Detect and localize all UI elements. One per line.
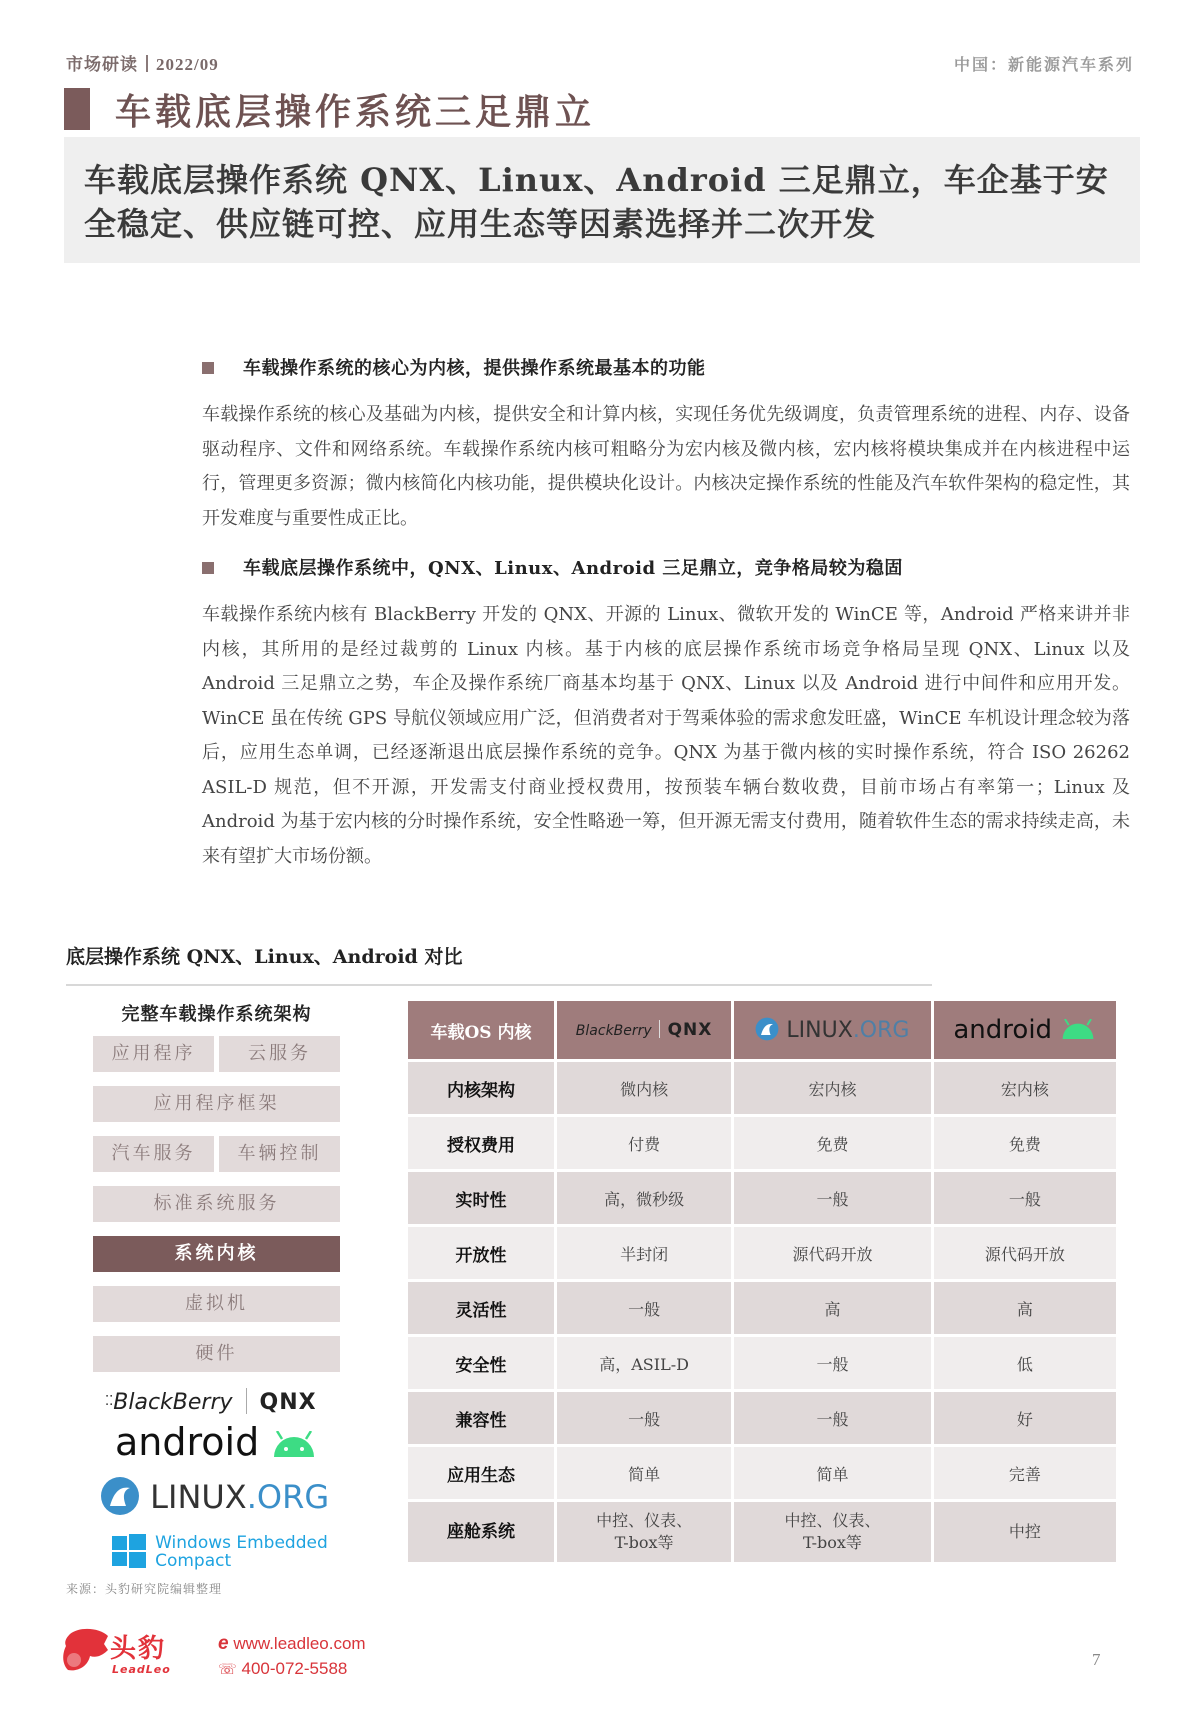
header-kernel-label: 车载OS 内核 xyxy=(408,1001,554,1059)
table-row: 兼容性 一般 一般 好 xyxy=(408,1392,1116,1444)
linux-org-logo: LINUX.ORG xyxy=(100,1476,329,1516)
footer-phone: ☏ 400-072-5588 xyxy=(218,1659,348,1678)
footer-brand-cn: 头豹 xyxy=(110,1634,167,1664)
android-logo: android xyxy=(115,1420,317,1464)
android-robot-icon xyxy=(1060,1019,1096,1039)
arch-layer-kernel: 系统内核 xyxy=(93,1236,340,1272)
arch-layer-framework: 应用程序框架 xyxy=(93,1086,340,1122)
blackberry-dots-icon: ⁚⁚ xyxy=(105,1394,114,1409)
android-logo: android xyxy=(953,1015,1096,1045)
arch-layer-auto-services: 汽车服务 xyxy=(93,1136,214,1172)
page-subtitle: 车载底层操作系统 QNX、Linux、Android 三足鼎立，车企基于安全稳定、供应链可控、应用生态等因素选择并二次开发 xyxy=(84,161,1109,243)
table-header-row xyxy=(408,1001,1116,1059)
android-robot-icon xyxy=(271,1431,317,1457)
arch-layer-vm: 虚拟机 xyxy=(93,1286,340,1322)
arch-layer-cloud: 云服务 xyxy=(219,1036,340,1072)
table-row: 座舱系统 中控、仪表、 T-box等 中控、仪表、 T-box等 中控 xyxy=(408,1502,1116,1562)
phone-icon: ☏ xyxy=(218,1661,237,1678)
figure-divider xyxy=(66,984,932,986)
section-body-kernel: 车载操作系统的核心及基础为内核，提供安全和计算内核，实现任务优先级调度，负责管理系统的进程、内存、设备驱动程序、文件和网络系统。车载操作系统内核可粗略分为宏内核及微内核，宏内核将模块集成并在内核进程中运行，管理更多资源；微内核简化内核功能，提供模块化设计。内核决定操作系统的性能及汽车软件架构的稳定性，其开发难度与重要性成正比。 xyxy=(202,404,1130,529)
figure-title: 底层操作系统 QNX、Linux、Android 对比 xyxy=(66,946,463,968)
table-row: 内核架构 微内核 宏内核 宏内核 xyxy=(408,1062,1116,1114)
windows-embedded-logo: Windows Embedded Compact xyxy=(112,1534,328,1570)
logo-divider xyxy=(246,1388,247,1414)
report-date: 2022/09 xyxy=(156,55,219,74)
bullet-square-icon xyxy=(202,562,214,574)
title-marker xyxy=(64,88,90,130)
bullet-square-icon xyxy=(202,362,214,374)
linux-org-logo: LINUX.ORG xyxy=(755,1018,909,1043)
section-body-competition: 车载操作系统内核有 BlackBerry 开发的 QNX、开源的 Linux、微软开发的 WinCE 等，Android 严格来讲并非内核，其所用的是经过裁剪的 Linux 内核。基于内核的底层操作系统市场竞争格局呈现 QNX、Linux 以及 Android 三足鼎立之势，车企及操作系统厂商基本均基于 QNX、Linux 以及 Android 进行中间件和应用开发。WinCE 虽在传统 GPS 导航仪领域应用广泛，但消费者对于驾乘体验的需求愈发旺盛，WinCE 车机设计理念较为落后，应用生态单调，已经逐渐退出底层操作系统的竞争。QNX 为基于微内核的实时操作系统，符合 ISO 26262 ASIL-D 规范，但不开源，开发需支付商业授权费用，按预装车辆台数收费，目前市场占有率第一；Linux 及 Android 为基于宏内核的分时操作系统，安全性略逊一筹，但开源无需支付费用，随着软件生态的需求持续走高，未来有望扩大市场份额。 xyxy=(202,604,1130,867)
table-row: 授权费用 付费 免费 免费 xyxy=(408,1117,1116,1169)
page-title: 车载底层操作系统三足鼎立 xyxy=(115,91,596,133)
page-number: 7 xyxy=(1092,1650,1101,1669)
table-row: 灵活性 一般 高 高 xyxy=(408,1282,1116,1334)
arch-layer-vehicle-control: 车辆控制 xyxy=(219,1136,340,1172)
footer-website-link[interactable]: e www.leadleo.com xyxy=(218,1633,366,1654)
table-row: 开放性 半封闭 源代码开放 源代码开放 xyxy=(408,1227,1116,1279)
header-divider xyxy=(146,55,148,72)
header-android xyxy=(934,1001,1116,1059)
linux-penguin-icon xyxy=(100,1476,140,1516)
web-e-icon: e xyxy=(218,1633,229,1654)
architecture-title: 完整车载操作系统架构 xyxy=(121,1004,312,1025)
header-qnx xyxy=(557,1001,731,1059)
blackberry-qnx-logo: BlackBerry QNX xyxy=(575,1020,713,1040)
figure-source: 来源：头豹研究院编辑整理 xyxy=(66,1582,223,1596)
table-row: 安全性 高，ASIL-D 一般 低 xyxy=(408,1337,1116,1389)
report-series: 中国：新能源汽车系列 xyxy=(953,55,1134,74)
arch-layer-std-services: 标准系统服务 xyxy=(93,1186,340,1222)
table-row: 实时性 高，微秒级 一般 一般 xyxy=(408,1172,1116,1224)
os-comparison-table xyxy=(405,998,1119,1565)
blackberry-qnx-logo: ⁚⁚BlackBerry QNX xyxy=(105,1390,317,1415)
header-linux xyxy=(734,1001,930,1059)
arch-layer-hardware: 硬件 xyxy=(93,1336,340,1372)
report-category xyxy=(66,50,219,75)
arch-layer-apps: 应用程序 xyxy=(93,1036,214,1072)
report-section-label: 市场研读 xyxy=(66,55,138,75)
table-row: 应用生态 简单 简单 完善 xyxy=(408,1447,1116,1499)
section-heading-competition: 车载底层操作系统中，QNX、Linux、Android 三足鼎立，竞争格局较为稳固 xyxy=(243,558,903,579)
windows-icon xyxy=(112,1534,146,1568)
linux-penguin-icon xyxy=(755,1017,779,1041)
leadleo-leopard-icon xyxy=(60,1626,110,1674)
footer-brand-en: LeadLeo xyxy=(112,1663,171,1676)
section-heading-kernel: 车载操作系统的核心为内核，提供操作系统最基本的功能 xyxy=(243,358,706,379)
